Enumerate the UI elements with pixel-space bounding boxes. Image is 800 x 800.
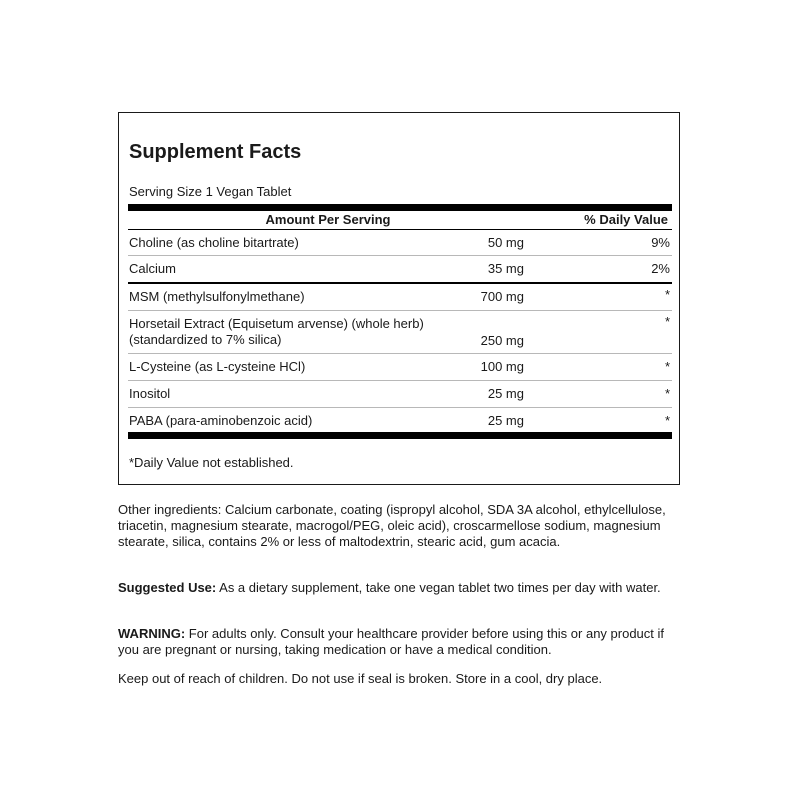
warning-text: For adults only. Consult your healthcare provider before using this or any product if you are pregnant or nursing, taking medication or have a medical condition. bbox=[118, 626, 665, 657]
table-row bbox=[128, 230, 672, 256]
ingredient-amount: 25 mg bbox=[487, 386, 524, 401]
suggested-use-label: Suggested Use: bbox=[118, 580, 217, 595]
daily-value-footnote: *Daily Value not established. bbox=[129, 455, 294, 470]
facts-rows bbox=[128, 230, 672, 432]
serving-size: Serving Size 1 Vegan Tablet bbox=[129, 184, 292, 199]
warning-label: WARNING: bbox=[118, 626, 186, 641]
ingredient-name: PABA (para-aminobenzoic acid) bbox=[129, 413, 313, 428]
suggested-use bbox=[118, 580, 688, 596]
supplement-facts-panel bbox=[118, 112, 680, 485]
table-row bbox=[128, 408, 672, 432]
suggested-use-text: As a dietary supplement, take one vegan tablet two times per day with water. bbox=[216, 580, 661, 595]
ingredient-amount: 35 mg bbox=[487, 261, 524, 276]
storage-note: Keep out of reach of children. Do not use if seal is broken. Store in a cool, dry place. bbox=[118, 671, 603, 686]
facts-title: Supplement Facts bbox=[129, 141, 302, 163]
table-row bbox=[128, 381, 672, 408]
ingredient-name: L-Cysteine (as L-cysteine HCl) bbox=[129, 359, 306, 374]
amount-header: Amount Per Serving bbox=[265, 212, 391, 227]
ingredient-amount: 250 mg bbox=[480, 333, 524, 348]
ingredient-name: Inositol bbox=[129, 386, 171, 401]
ingredient-dv: 9% bbox=[651, 235, 670, 250]
table-row bbox=[128, 311, 672, 354]
ingredient-name: Choline (as choline bitartrate) bbox=[129, 235, 299, 250]
ingredient-dv: * bbox=[664, 314, 670, 329]
ingredient-amount: 700 mg bbox=[480, 289, 524, 304]
table-row bbox=[128, 284, 672, 311]
ingredient-name-line1: Horsetail Extract (Equisetum arvense) (whole herb) bbox=[129, 316, 424, 331]
ingredient-dv: 2% bbox=[651, 261, 670, 276]
ingredient-dv: * bbox=[664, 413, 670, 428]
table-header bbox=[128, 211, 672, 229]
bottom-rule bbox=[128, 432, 672, 439]
ingredient-name: Calcium bbox=[129, 261, 176, 276]
ingredient-amount: 25 mg bbox=[487, 413, 524, 428]
table-row bbox=[128, 354, 672, 381]
ingredient-name bbox=[129, 316, 424, 348]
other-ingredients: Other ingredients: Calcium carbonate, coating (ispropyl alcohol, SDA 3A alcohol, ethylcellulose, triacetin, magnesium stearate, macrogol/PEG, oleic acid), croscarmellose sodium, magnesium stearate, silica, contains 2% or less of maltodextrin, stearic acid, gum acacia. bbox=[118, 502, 666, 549]
ingredient-dv: * bbox=[664, 287, 670, 302]
ingredient-name: MSM (methylsulfonylmethane) bbox=[129, 289, 305, 304]
table-row bbox=[128, 256, 672, 284]
ingredient-dv: * bbox=[664, 359, 670, 374]
ingredient-name-line2: (standardized to 7% silica) bbox=[129, 332, 282, 347]
daily-value-header: % Daily Value bbox=[584, 212, 668, 227]
ingredient-dv: * bbox=[664, 386, 670, 401]
warning bbox=[118, 626, 688, 658]
top-rule bbox=[128, 204, 672, 211]
ingredient-amount: 100 mg bbox=[480, 359, 524, 374]
ingredient-amount: 50 mg bbox=[487, 235, 524, 250]
